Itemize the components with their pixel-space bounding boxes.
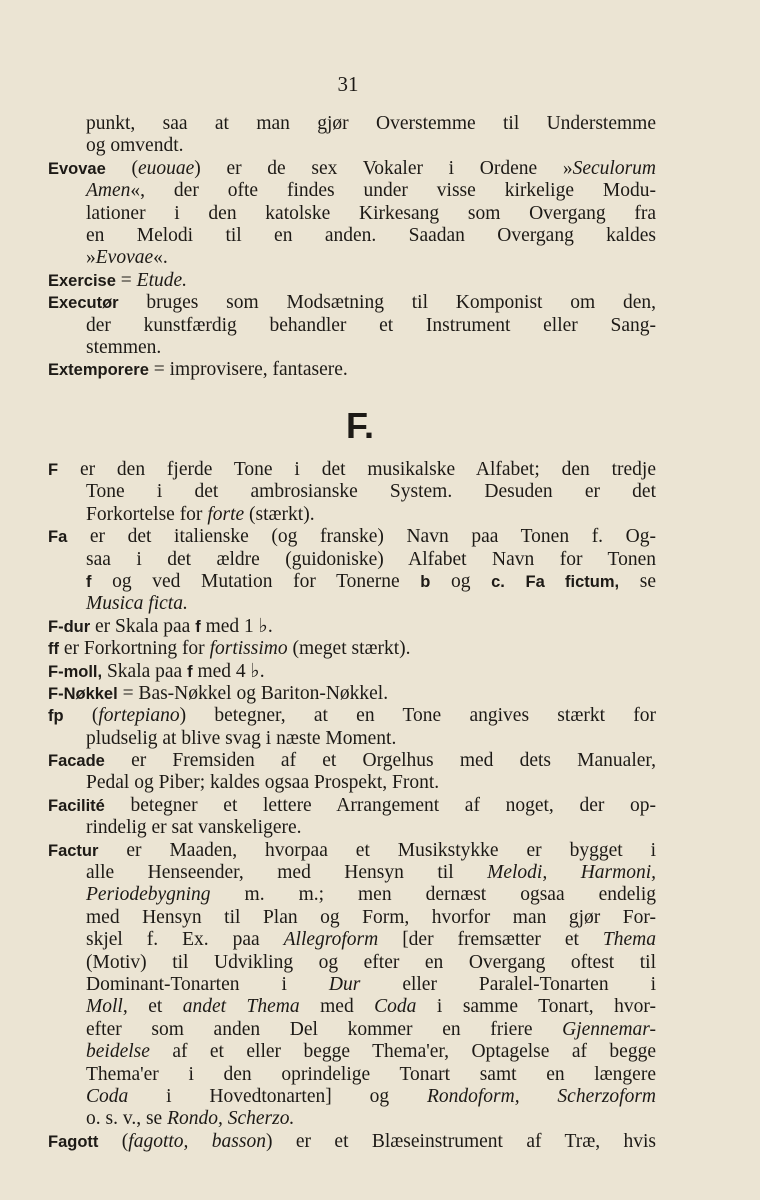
entry-line <box>48 203 656 225</box>
headword: fp <box>48 707 64 726</box>
entry-ff <box>48 638 656 660</box>
entry-line <box>48 225 656 247</box>
headword: Fagott <box>48 1132 99 1151</box>
body-text: er Maaden, hvorpaa et Musikstykke er bygget i <box>98 839 656 861</box>
italic-text: forte <box>207 503 245 525</box>
entry-line <box>48 459 656 481</box>
entry-line <box>48 247 656 269</box>
entry-factur <box>48 840 656 1131</box>
body-text: er den fjerde Tone i det musikalske Alfabet; den tredje <box>58 459 656 480</box>
entry-fnokkel <box>48 683 656 705</box>
italic-text: fortepiano <box>98 705 180 727</box>
entry-line <box>48 862 656 884</box>
headword: Facilité <box>48 796 105 815</box>
body-text: pludselig at blive svag i næste Moment. <box>86 727 397 749</box>
section-letter: F. <box>345 405 374 446</box>
body-text: = Bas-Nøkkel og Bariton-Nøkkel. <box>117 682 389 704</box>
body-text: en Melodi til en anden. Saadan Overgang kaldes <box>86 224 656 246</box>
headword: Fa <box>48 528 68 547</box>
italic-text: andet Thema <box>182 996 300 1018</box>
bold-term: Fa fictum, <box>525 572 620 591</box>
entry-evovae <box>48 158 656 270</box>
italic-text: Allegroform <box>283 929 379 951</box>
italic-text: Melodi, Harmoni, <box>487 862 656 884</box>
body-text: se <box>619 570 657 592</box>
body-text: (meget stærkt). <box>287 638 411 660</box>
headword: ff <box>48 640 59 659</box>
entry-line <box>48 315 656 337</box>
entry-line <box>48 504 656 526</box>
body-text: af et eller begge Thema'er, Optagelse af begge <box>149 1041 656 1063</box>
italic-text: Amen <box>86 180 131 202</box>
body-text: ( <box>98 1130 129 1152</box>
entry-line <box>48 683 656 705</box>
entry-line <box>48 795 656 817</box>
italic-text: Evovae <box>95 247 154 269</box>
body-text: lationer i den katolske Kirkesang som Overgang fra <box>86 202 656 224</box>
body-text: m. m.; men dernæst ogsaa endelig <box>210 884 656 906</box>
entry-line <box>48 728 656 750</box>
entry-line <box>48 705 656 727</box>
body-text: alle Henseender, med Hensyn til <box>86 862 488 884</box>
entry-f <box>48 459 656 526</box>
entry-line <box>48 526 656 548</box>
entry-line <box>48 113 656 135</box>
page-number: 31 <box>337 72 359 96</box>
entry-facilite <box>48 795 656 840</box>
headword: F-Nøkkel <box>48 684 118 703</box>
body-text: og ved Mutation for Tonerne <box>91 570 421 592</box>
entry-continuation <box>48 113 656 158</box>
italic-text: euouae <box>137 157 195 179</box>
entry-fp <box>48 705 656 750</box>
body-text: ) er de sex Vokaler i Ordene » <box>194 157 573 179</box>
body-text: med 4 ♭. <box>192 660 265 682</box>
body-text: et <box>127 996 183 1018</box>
body-text: Skala paa <box>102 660 188 682</box>
body-text: «. <box>153 247 168 269</box>
body-text: efter som anden Del kommer en friere <box>86 1018 563 1040</box>
bold-term: f <box>187 662 193 681</box>
entry-line <box>48 974 656 996</box>
entry-line <box>48 1108 656 1130</box>
body-text: ) er et Blæseinstrument af Træ, hvis <box>266 1130 657 1152</box>
bold-term: c. <box>491 572 505 591</box>
body-text: o. s. v., se <box>86 1108 168 1130</box>
body-text: der kunstfærdig behandler et Instrument eller Sang- <box>86 314 656 336</box>
body-text: rindelig er sat vanskeligere. <box>86 817 302 839</box>
body-text: ) betegner, at en Tone angives stærkt for <box>179 705 656 727</box>
headword: Factur <box>48 841 99 860</box>
entry-line <box>48 750 656 772</box>
body-text: bruges som Modsætning til Komponist om den, <box>118 292 656 314</box>
italic-text: Periodebygning <box>86 884 211 906</box>
entries-block-bottom <box>48 459 656 1153</box>
body-text: i samme Tonart, hvor- <box>416 996 656 1018</box>
italic-text: Etude. <box>136 269 188 291</box>
body-text: er Skala paa <box>90 615 196 637</box>
entry-line <box>48 840 656 862</box>
entry-line <box>48 616 656 638</box>
body-text: og omvendt. <box>86 135 184 157</box>
bold-term: f <box>195 617 201 636</box>
body-text: stemmen. <box>86 336 162 358</box>
body-text: «, der ofte findes under visse kirkelige Modu- <box>130 180 656 202</box>
entry-line <box>48 661 656 683</box>
entry-line <box>48 1064 656 1086</box>
body-text: saa i det ældre (guidoniske) Alfabet Navn for Tonen <box>86 548 656 570</box>
italic-text: Moll, <box>86 996 128 1018</box>
entry-fagott <box>48 1131 656 1153</box>
body-text: Thema'er i den oprindelige Tonart samt en længere <box>86 1063 656 1085</box>
entry-executor <box>48 292 656 359</box>
entry-line <box>48 481 656 503</box>
entry-exercise <box>48 270 656 292</box>
headword: Facade <box>48 752 105 771</box>
entry-line <box>48 359 656 381</box>
italic-text: Thema <box>602 929 657 951</box>
entry-line <box>48 996 656 1018</box>
entry-line <box>48 158 656 180</box>
italic-text: Rondo, Scherzo. <box>167 1108 295 1130</box>
entry-facade <box>48 750 656 795</box>
body-text: punkt, saa at man gjør Overstemme til Understemme <box>86 113 656 134</box>
body-text: er det italienske (og franske) Navn paa Tonen f. Og- <box>67 526 656 548</box>
entries-block-top <box>48 113 656 382</box>
entry-line <box>48 952 656 974</box>
italic-text: Musica ficta. <box>86 593 188 615</box>
entry-fa <box>48 526 656 616</box>
bold-term: b <box>420 572 431 591</box>
body-text: i Hovedtonarten] og <box>128 1085 427 1107</box>
body-text: med <box>299 996 375 1018</box>
italic-text: Seculorum <box>572 157 656 179</box>
headword: Exercise <box>48 271 116 290</box>
italic-text: Coda <box>86 1085 129 1107</box>
entry-line <box>48 772 656 794</box>
entry-line <box>48 292 656 314</box>
body-text: Pedal og Piber; kaldes ogsaa Prospekt, Front. <box>86 772 440 794</box>
body-text: med Hensyn til Plan og Form, hvorfor man gjør For- <box>86 906 656 928</box>
entry-line <box>48 270 656 292</box>
bold-term: f <box>86 572 92 591</box>
entry-line <box>48 1086 656 1108</box>
entry-line <box>48 638 656 660</box>
entry-fdur <box>48 616 656 638</box>
headword: F-moll, <box>48 662 103 681</box>
entry-line <box>48 337 656 359</box>
headword: F-dur <box>48 617 91 636</box>
headword: F <box>48 461 59 479</box>
entry-line <box>48 571 656 593</box>
body-text: = <box>115 269 137 291</box>
body-text: » <box>86 247 96 269</box>
entry-line <box>48 929 656 951</box>
body-text: betegner et lettere Arrangement af noget, der op- <box>104 794 656 816</box>
body-text: skjel f. Ex. paa <box>86 929 284 951</box>
body-text: = improvisere, fantasere. <box>148 359 348 381</box>
entry-line <box>48 549 656 571</box>
entry-line <box>48 907 656 929</box>
entry-line <box>48 817 656 839</box>
body-text <box>505 571 526 592</box>
body-text: med 1 ♭. <box>200 615 273 637</box>
entry-line <box>48 593 656 615</box>
entry-line <box>48 884 656 906</box>
entry-extemporere <box>48 359 656 381</box>
headword: Extemporere <box>48 361 149 380</box>
body-text: ( <box>105 157 138 179</box>
body-text: Forkortelse for <box>86 503 208 525</box>
italic-text: fagotto, basson <box>128 1130 266 1152</box>
entry-line <box>48 1131 656 1153</box>
entry-line <box>48 135 656 157</box>
body-text: eller Paralel-Tonarten i <box>360 973 656 995</box>
headword: Evovae <box>48 159 106 178</box>
italic-text: Gjennemar- <box>562 1018 656 1040</box>
italic-text: Rondoform, Scherzoform <box>426 1085 657 1107</box>
italic-text: beidelse <box>86 1041 150 1063</box>
entry-line <box>48 180 656 202</box>
entry-line <box>48 1019 656 1041</box>
entry-fmoll <box>48 661 656 683</box>
body-text: (stærkt). <box>244 503 315 525</box>
headword: Executør <box>48 294 119 313</box>
italic-text: Coda <box>374 996 417 1018</box>
entry-line <box>48 1041 656 1063</box>
body-text: er Fremsiden af et Orgelhus med dets Manualer, <box>104 750 656 772</box>
body-text: (Motiv) til Udvikling og efter en Overgang oftest til <box>86 951 656 973</box>
body-text: er Forkortning for <box>59 638 210 660</box>
body-text: ( <box>63 705 99 727</box>
italic-text: fortissimo <box>209 638 288 660</box>
body-text: og <box>430 570 492 592</box>
italic-text: Dur <box>328 973 361 995</box>
body-text: Dominant-Tonarten i <box>86 973 329 995</box>
body-text: [der fremsætter et <box>378 929 603 951</box>
body-text: Tone i det ambrosianske System. Desuden er det <box>86 481 656 503</box>
